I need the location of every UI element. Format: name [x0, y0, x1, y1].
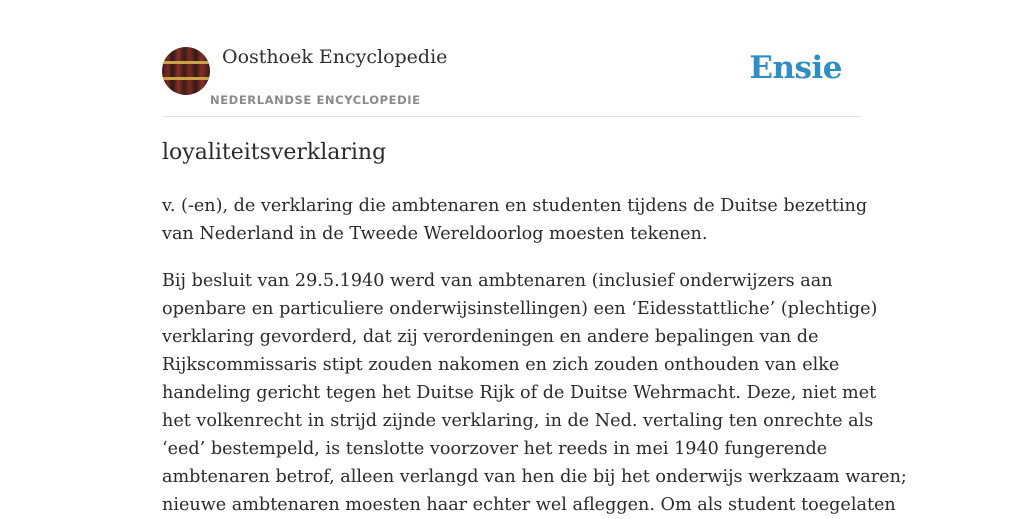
- text-line: openbare en particuliere onderwijsinstellingen) een ‘Eidesstattliche’ (plechtige): [162, 299, 878, 319]
- article-paragraph-1: [162, 192, 868, 248]
- article-paragraph-2: [162, 267, 907, 519]
- text-line: v. (-en), de verklaring die ambtenaren en studenten tijdens de Duitse bezetting: [162, 196, 868, 216]
- text-line: van Nederland in de Tweede Wereldoorlog moesten tekenen.: [162, 224, 708, 244]
- site-header: [162, 0, 862, 117]
- text-line: ‘eed’ bestempeld, is tenslotte voorzover het reeds in mei 1940 fungerende: [162, 439, 828, 459]
- text-line: ambtenaren betrof, alleen verlangd van hen die bij het onderwijs werkzaam waren;: [162, 467, 907, 487]
- text-line: handeling gericht tegen het Duitse Rijk of de Duitse Wehrmacht. Deze, niet met: [162, 383, 877, 403]
- article-title: loyaliteitsverklaring: [162, 140, 387, 165]
- text-line: Rijkscommissaris stipt zouden nakomen en zich zouden onthouden van elke: [162, 355, 840, 375]
- site-subtitle: NEDERLANDSE ENCYCLOPEDIE: [210, 93, 421, 107]
- text-line: verklaring gevorderd, dat zij verordeningen en andere bepalingen van de: [162, 327, 819, 347]
- page-container: [162, 0, 907, 515]
- text-line: nieuwe ambtenaren moesten haar echter wel afleggen. Om als student toegelaten: [162, 495, 896, 515]
- book-spine-band: [162, 77, 210, 80]
- text-line: Bij besluit van 29.5.1940 werd van ambtenaren (inclusief onderwijzers aan: [162, 271, 833, 291]
- site-name-link[interactable]: Oosthoek Encyclopedie: [222, 46, 448, 68]
- text-line: het volkenrecht in strijd zijnde verklaring, in de Ned. vertaling ten onrechte als: [162, 411, 874, 431]
- book-spine-band: [162, 61, 210, 64]
- encyclopedia-books-avatar[interactable]: [162, 47, 210, 95]
- ensie-logo[interactable]: Ensie: [749, 50, 842, 86]
